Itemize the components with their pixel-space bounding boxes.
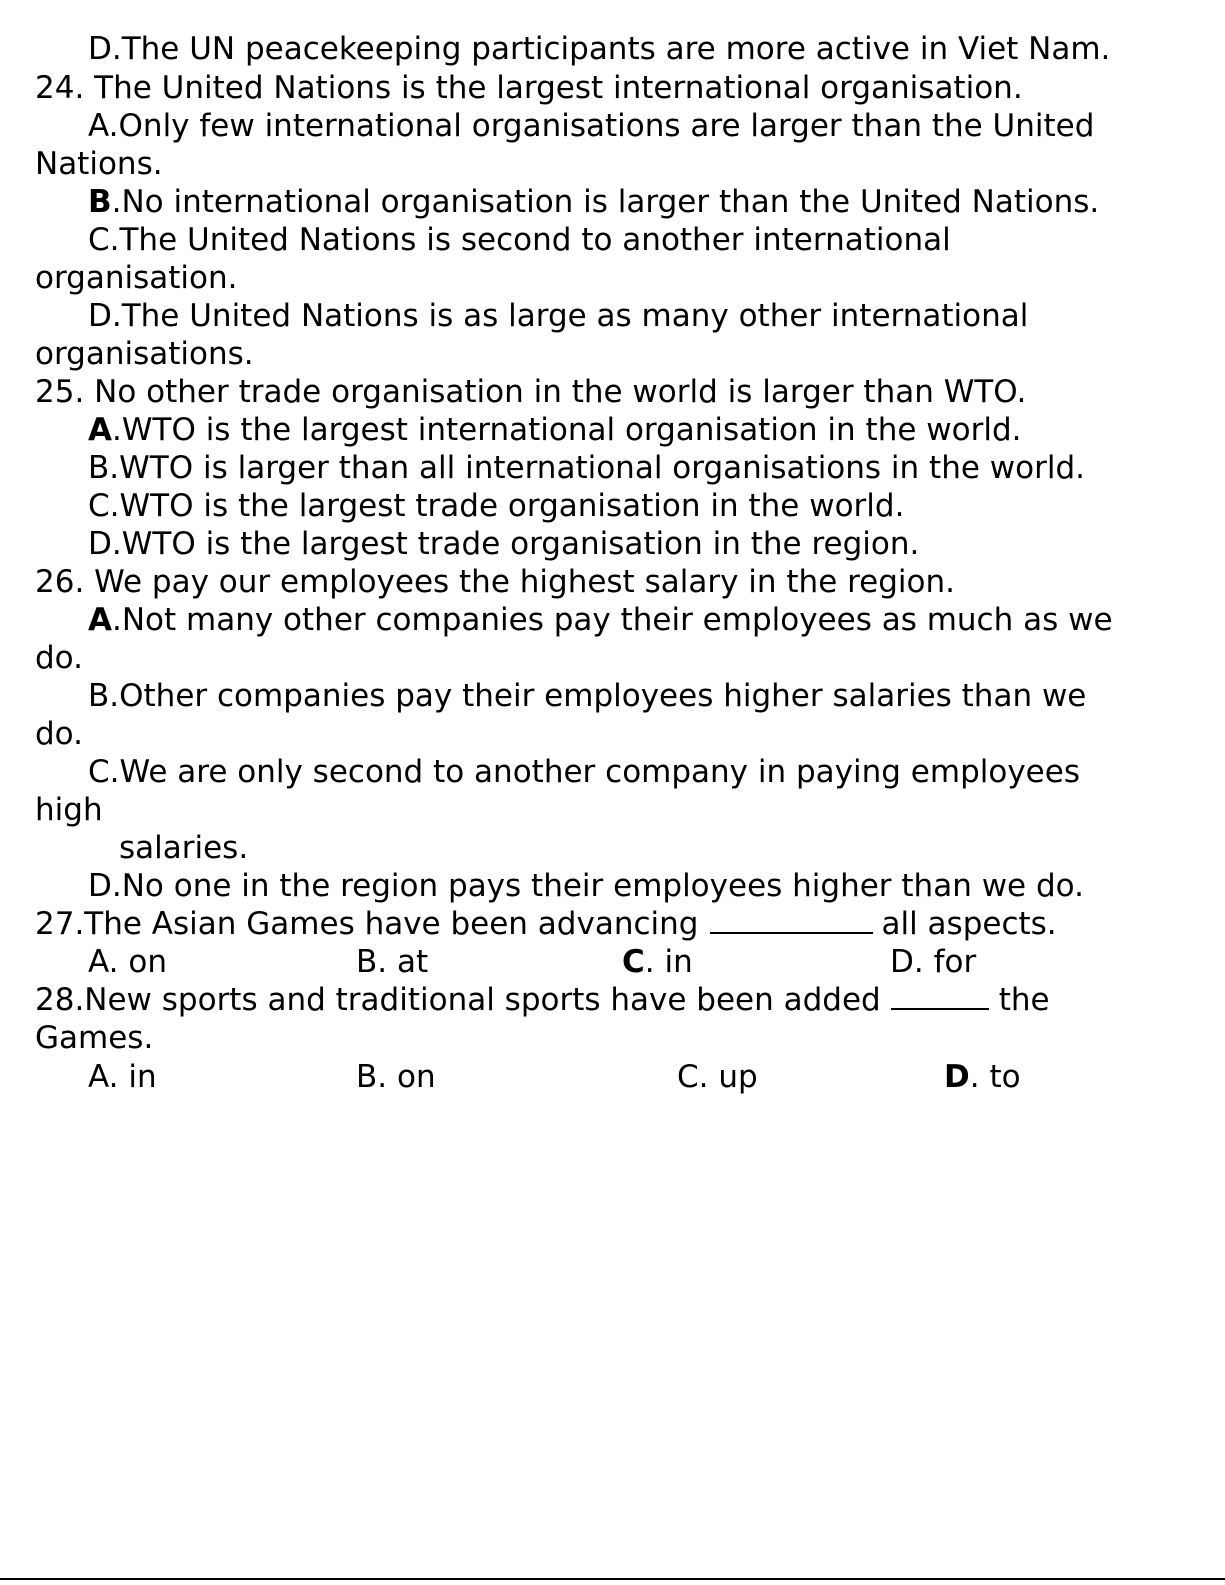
q24-option-d-line2: organisations. — [35, 336, 254, 372]
q27-stem — [35, 905, 1057, 943]
q28-answer-letter: D — [944, 1059, 970, 1095]
q28-stem-line2: Games. — [35, 1020, 154, 1056]
q27-option-c-text: . in — [644, 944, 693, 980]
q24-answer-letter: B — [88, 184, 112, 220]
q26-option-d: D.No one in the region pays their employees higher than we do. — [88, 868, 1084, 904]
q27-stem-before: 27.The Asian Games have been advancing — [35, 906, 699, 942]
q26-option-a-text: .Not many other companies pay their employees as much as we — [112, 602, 1113, 638]
q26-option-b-line2: do. — [35, 716, 83, 752]
q24-option-b-text: .No international organisation is larger than the United Nations. — [111, 184, 1100, 220]
q28-stem-after: the — [998, 982, 1050, 1018]
q27-option-b: B. at — [356, 944, 429, 980]
q25-option-d: D.WTO is the largest trade organisation in the region. — [88, 526, 920, 562]
q25-stem: 25. No other trade organisation in the world is larger than WTO. — [35, 374, 1027, 410]
q26-option-b-line1: B.Other companies pay their employees higher salaries than we — [88, 678, 1087, 714]
q27-option-c — [622, 943, 693, 981]
q28-option-d-text: . to — [969, 1059, 1021, 1095]
q28-stem-before: 28.New sports and traditional sports have been added — [35, 982, 881, 1018]
q24-option-a-line1: A.Only few international organisations are larger than the United — [88, 108, 1095, 144]
q25-option-c: C.WTO is the largest trade organisation in the world. — [88, 488, 905, 524]
q28-option-d — [944, 1058, 1021, 1096]
q25-option-b: B.WTO is larger than all international organisations in the world. — [88, 450, 1085, 486]
q24-option-b — [88, 183, 1099, 221]
q28-option-b: B. on — [356, 1059, 436, 1095]
q28-answer-blank — [891, 982, 989, 1010]
q26-answer-letter: A — [88, 602, 112, 638]
q28-option-a: A. in — [88, 1059, 157, 1095]
q24-option-a-line2: Nations. — [35, 146, 163, 182]
q25-answer-letter: A — [88, 412, 112, 448]
q25-option-a-text: .WTO is the largest international organisation in the world. — [112, 412, 1022, 448]
q28-option-c: C. up — [677, 1059, 758, 1095]
q27-answer-blank — [710, 906, 873, 934]
q26-stem: 26. We pay our employees the highest salary in the region. — [35, 564, 956, 600]
q27-option-a: A. on — [88, 944, 167, 980]
q26-option-c-line2: high — [35, 792, 103, 828]
q24-stem: 24. The United Nations is the largest international organisation. — [35, 70, 1023, 106]
q24-option-c-line1: C.The United Nations is second to another international — [88, 222, 951, 258]
q24-option-d-line1: D.The United Nations is as large as many other international — [88, 298, 1029, 334]
q27-option-d: D. for — [890, 944, 977, 980]
q24-option-c-line2: organisation. — [35, 260, 238, 296]
q26-option-a-line2: do. — [35, 640, 83, 676]
q28-stem — [35, 981, 1050, 1019]
q27-stem-after: all aspects. — [881, 906, 1057, 942]
q26-option-a-line1 — [88, 601, 1113, 639]
q23-option-d: D.The UN peacekeeping participants are more active in Viet Nam. — [88, 31, 1111, 67]
page-bottom-rule — [0, 1578, 1225, 1580]
q26-option-c-line1: C.We are only second to another company in paying employees — [88, 754, 1080, 790]
q25-option-a — [88, 411, 1021, 449]
q26-option-c-line3: salaries. — [119, 830, 249, 866]
q27-answer-letter: C — [622, 944, 645, 980]
